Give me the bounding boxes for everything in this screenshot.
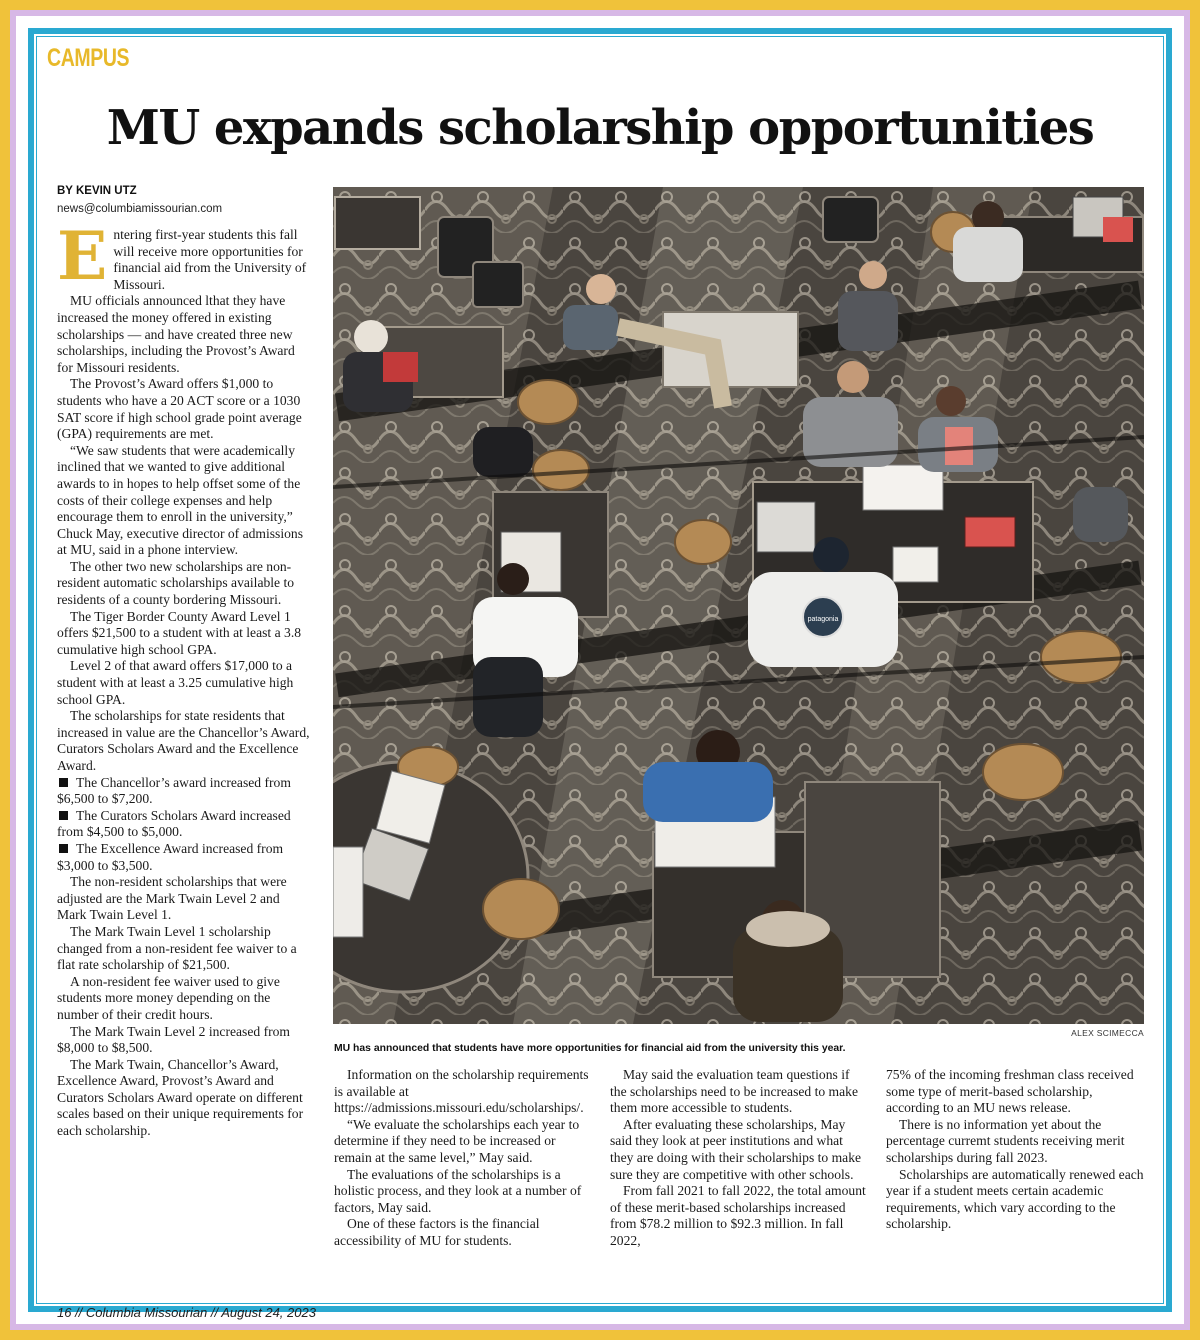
paragraph-continued: 75% of the incoming freshman class received some type of merit-based scholarship, according to an MU news release. — [886, 1067, 1134, 1116]
paragraph: One of these factors is the financial accessibility of MU for students. — [334, 1216, 540, 1248]
paragraph: The evaluations of the scholarships is a holistic process, and they look at a number of factors, May said. — [334, 1166, 582, 1215]
bullet-item: The Excellence Award increased from $3,000 to $3,500. — [57, 840, 284, 873]
paragraph: From fall 2021 to fall 2022, the total amount of these merit-based scholarships increased from $78.2 million to $92.3 million. In fall 2022, — [610, 1183, 866, 1248]
paragraph: “We evaluate the scholarships each year to determine if they need to be increased or remain at the same level,” May said. — [334, 1116, 580, 1165]
paragraph: The non-resident scholarships that were adjusted are the Mark Twain Level 2 and Mark Twain Level 1. — [57, 874, 287, 923]
article-column-1 — [57, 217, 310, 1140]
photo-caption: MU has announced that students have more opportunities for financial aid from the university this year. — [334, 1043, 846, 1054]
paragraph: A non-resident fee waiver used to give students more money depending on the number of their credit hours. — [57, 973, 280, 1022]
headline: MU expands scholarship opportunities — [106, 100, 1094, 156]
paragraph: The other two new scholarships are non-resident automatic scholarships available to residents of a county bordering Missouri. — [57, 558, 295, 608]
author-email: news@columbiamissourian.com — [57, 203, 223, 215]
paragraph: The Mark Twain Level 1 scholarship changed from a non-resident fee waiver to a flat rate scholarship of $21,500. — [57, 923, 297, 973]
shirt-logo-text: patagonia — [807, 616, 839, 623]
lead-paragraph — [57, 217, 310, 295]
paragraph: The Provost’s Award offers $1,000 to students who have a 20 ACT score or a 1030 SAT score if high school grade point average (GPA) requirements are met. — [57, 376, 302, 442]
paragraph: Level 2 of that award offers $17,000 to a student with at least a 3.25 cumulative high school GPA. — [57, 658, 294, 707]
bullet-square-icon — [59, 844, 68, 853]
paragraph: The scholarships for state residents that increased in value are the Chancellor’s Award, Curators Scholars Award and the Excellence Award. — [57, 708, 310, 773]
article-column-2 — [334, 1067, 590, 1250]
news-photo — [333, 187, 1144, 1024]
photo-credit: ALEX SCIMECCA — [1071, 1028, 1144, 1038]
section-label: CAMPUS — [47, 44, 130, 72]
paragraph: Scholarships are automatically renewed each year if a student meets certain academic requirements, which vary according to the scholarship. — [886, 1166, 1144, 1232]
page-footer: 16 // Columbia Missourian // August 24, 2023 — [57, 1305, 316, 1320]
paragraph: After evaluating these scholarships, May said they look at peer institutions and what they are doing with their scholarships to make sure they are competitive with other schools. — [610, 1116, 862, 1182]
bullet-square-icon — [59, 778, 68, 787]
paragraph: There is no information yet about the percentage curremt students receiving merit scholarships during fall 2023. — [886, 1116, 1125, 1165]
paragraph: The Mark Twain Level 2 increased from $8,000 to $8,500. — [57, 1023, 290, 1056]
bullet-item: The Chancellor’s award increased from $6,500 to $7,200. — [57, 774, 291, 807]
drop-cap: E — [57, 217, 108, 295]
paragraph: May said the evaluation team questions if the scholarships need to be increased to make them more accessible to students. — [610, 1067, 858, 1116]
article-column-4 — [886, 1067, 1144, 1233]
paragraph: MU officials announced lthat they have increased the money offered in existing scholarships — and have created three new scholarships, including the Provost’s Award for Missouri residents. — [57, 293, 295, 375]
lead-text: ntering first-year students this fall will receive more opportunities for financial aid from the University of Missouri. — [113, 227, 307, 292]
paragraph: Information on the scholarship requirements is available at https://admissions.missouri.edu/scholarships/. — [334, 1067, 589, 1116]
article-column-3 — [610, 1067, 866, 1250]
paragraph: The Tiger Border County Award Level 1 offers $21,500 to a student with at least a 3.8 cumulative high school GPA. — [57, 608, 302, 657]
paragraph: “We saw students that were academically inclined that we wanted to give additional awards to in hopes to help offset some of the costs of their college expenses and help encourage them to enroll in the university,” Chuck May, executive director of admissions at MU, said in a phone interview. — [57, 442, 304, 558]
bullet-item: The Curators Scholars Award increased from $4,500 to $5,000. — [57, 807, 291, 840]
paragraph: The Mark Twain, Chancellor’s Award, Excellence Award, Provost’s Award and Curators Scholars Award operate on different scales based on their unique requirements for each scholarship. — [57, 1056, 304, 1139]
bullet-square-icon — [59, 811, 68, 820]
byline: BY KEVIN UTZ — [57, 185, 137, 197]
